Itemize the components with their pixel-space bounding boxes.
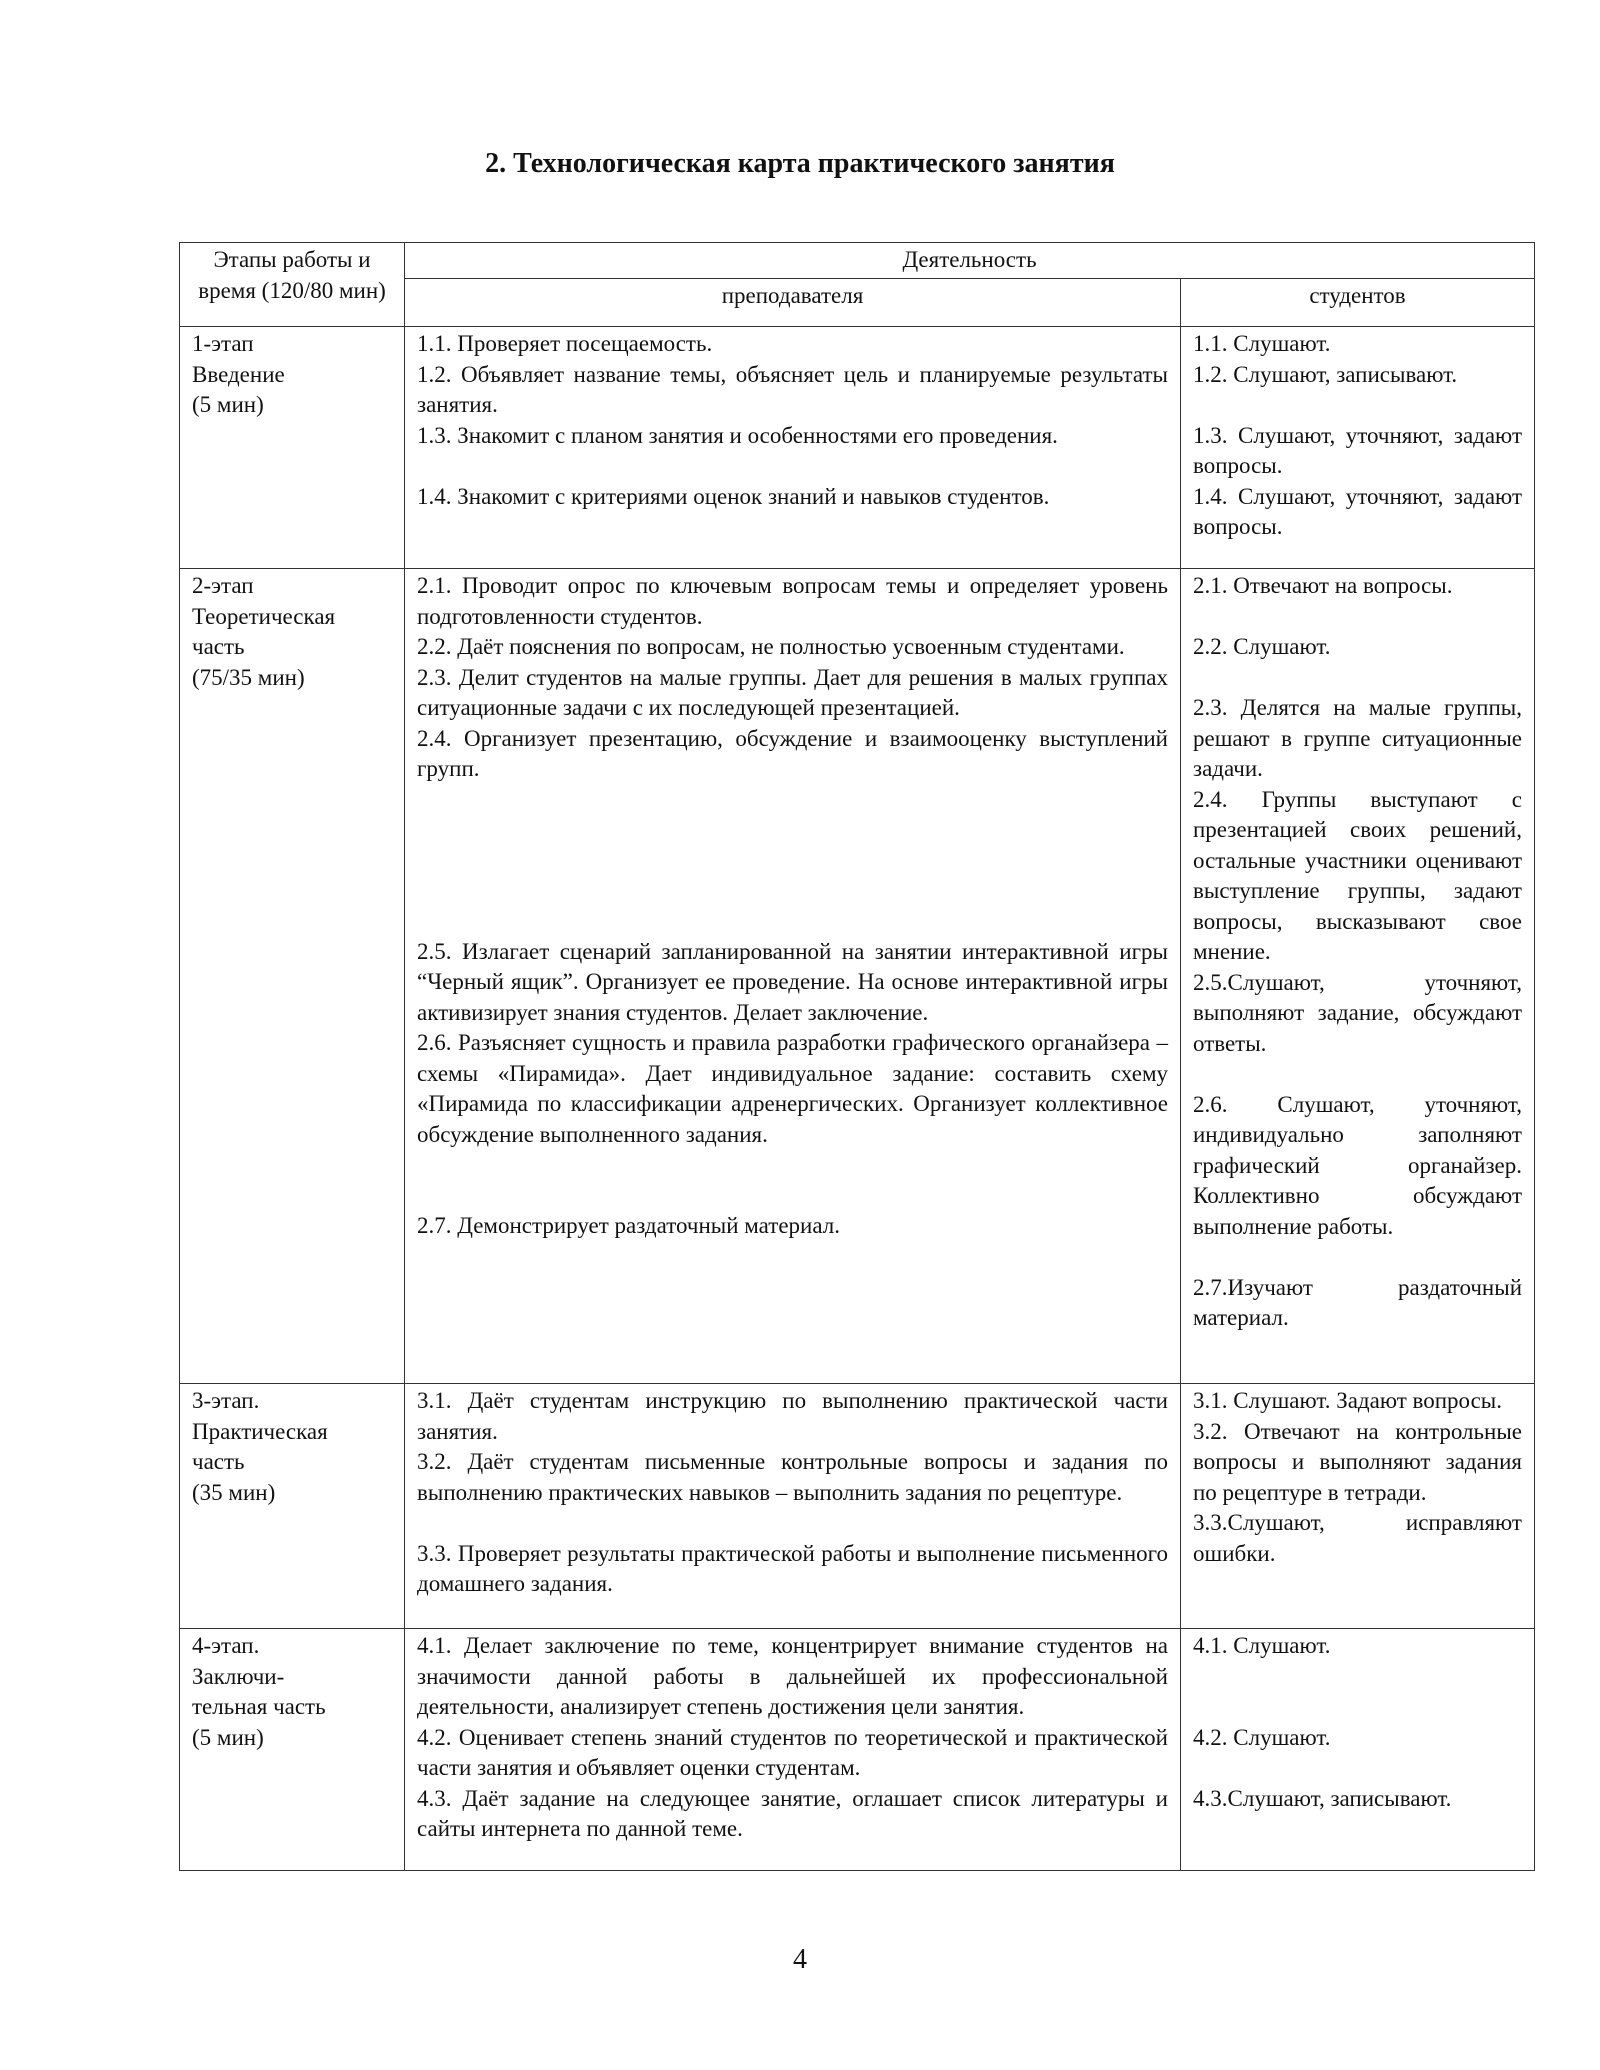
stage-name: часть [192,1449,245,1474]
students-cell [1181,327,1535,569]
page-number: 4 [793,1944,807,1975]
stage-name: Введение [192,361,285,387]
students-item: 2.7.Изучают раздаточный материал. [1193,1274,1522,1330]
students-item: 2.5.Слушают, уточняют, выполняют задание, обсуждают ответы. [1193,969,1522,1056]
teacher-item: 1.4. Знакомит с критериями оценок знаний и навыков студентов. [417,483,1050,509]
students-cell [1181,569,1535,1384]
students-item: 2.1. Отвечают на вопросы. [1193,573,1453,598]
stage-name: тельная часть [192,1694,326,1719]
stage-name: Заключи- [192,1663,285,1689]
teacher-cell [405,1384,1181,1629]
students-item: 3.1. Слушают. Задают вопросы. [1193,1388,1503,1413]
students-item: 4.2. Слушают. [1193,1724,1331,1750]
teacher-item: 2.5. Излагает сценарий запланированной на занятии интерактивной игры “Черный ящик”. Организует ее проведение. На основе интерактивной игры активизирует знания студентов. Делает заключение. [417,938,1168,1025]
stage-label: 3-этап. [192,1388,260,1413]
stage-name: часть [192,634,245,659]
teacher-item: 3.3. Проверяет результаты практической работы и выполнение письменного домашнего задания. [417,1540,1168,1596]
teacher-item: 1.2. Объявляет название темы, объясняет цель и планируемые результаты занятия. [417,361,1168,417]
table-row-stage-4 [180,1629,1535,1871]
header-activity: Деятельность [405,243,1535,279]
teacher-item: 2.3. Делит студентов на малые группы. Дает для решения в малых группах ситуационные задачи с их последующей презентацией. [417,664,1168,720]
students-item: 2.3. Делятся на малые группы, решают в группе ситуационные задачи. [1193,695,1522,781]
teacher-item: 2.6. Разъясняет сущность и правила разработки графического органайзера – схемы «Пирамида». Дает индивидуальное задание: составить схему «Пирамида по классификации адренергических. Организует коллективное обсуждение выполненного задания. [417,1030,1168,1147]
teacher-item: 4.1. Делает заключение по теме, концентрирует внимание студентов на значимости данной работы в дальнейшей их профессиональной деятельности, анализирует степень достижения цели занятия. [417,1633,1168,1719]
teacher-item: 2.4. Организует презентацию, обсуждение и взаимооценку выступлений групп. [417,725,1168,781]
students-item: 1.1. Слушают. [1193,331,1331,356]
stage-time: (5 мин) [192,392,264,417]
teacher-cell [405,327,1181,569]
teacher-cell [405,569,1181,1384]
teacher-item: 1.3. Знакомит с планом занятия и особенностями его проведения. [417,422,1058,448]
students-item: 4.1. Слушают. [1193,1633,1331,1658]
page-title: 2. Технологическая карта практического занятия [485,148,1115,179]
students-item: 1.2. Слушают, записывают. [1193,361,1458,387]
table-row-stage-1 [180,327,1535,569]
table-header-row [180,243,1535,279]
stage-time: (75/35 мин) [192,664,305,690]
stage-label: 4-этап. [192,1633,260,1658]
students-item: 3.3.Слушают, исправляют ошибки. [1193,1510,1522,1566]
technology-map-table [179,242,1535,1871]
students-item: 1.4. Слушают, уточняют, задают вопросы. [1193,483,1522,539]
teacher-item: 3.1. Даёт студентам инструкцию по выполнению практической части занятия. [417,1388,1168,1444]
stage-label: 1-этап [192,331,254,356]
students-item: 2.6. Слушают, уточняют, индивидуально заполняют графический органайзер. Коллективно обсуждают выполнение работы. [1193,1091,1522,1239]
stage-cell [180,327,405,569]
header-teacher: преподавателя [405,279,1181,327]
stage-cell [180,1384,405,1629]
header-students: студентов [1181,279,1535,327]
teacher-item: 2.7. Демонстрирует раздаточный материал. [417,1213,840,1238]
students-cell [1181,1384,1535,1629]
stage-time: (35 мин) [192,1479,276,1505]
table-row-stage-2 [180,569,1535,1384]
stage-cell [180,569,405,1384]
teacher-cell [405,1629,1181,1871]
teacher-item: 1.1. Проверяет посещаемость. [417,331,713,356]
students-item: 4.3.Слушают, записывают. [1193,1785,1452,1811]
teacher-item: 4.3. Даёт задание на следующее занятие, оглашает список литературы и сайты интернета по данной теме. [417,1785,1168,1841]
students-item: 2.4. Группы выступают с презентацией своих решений, остальные участники оценивают выступление группы, задают вопросы, высказывают свое мнение. [1193,786,1522,964]
students-item: 1.3. Слушают, уточняют, задают вопросы. [1193,422,1522,478]
students-item: 3.2. Отвечают на контрольные вопросы и выполняют задания по рецептуре в тетради. [1193,1418,1522,1505]
table-row-stage-3 [180,1384,1535,1629]
students-cell [1181,1629,1535,1871]
teacher-item: 2.2. Даёт пояснения по вопросам, не полностью усвоенным студентами. [417,634,1125,659]
teacher-item: 4.2. Оценивает степень знаний студентов по теоретической и практической части занятия и объявляет оценки студентам. [417,1724,1168,1780]
stage-label: 2-этап [192,573,254,598]
stage-time: (5 мин) [192,1724,264,1750]
stage-name: Теоретическая [192,603,336,629]
teacher-item: 2.1. Проводит опрос по ключевым вопросам темы и определяет уровень подготовленности студентов. [417,573,1168,629]
stage-name: Практическая [192,1418,328,1444]
stage-cell [180,1629,405,1871]
teacher-item: 3.2. Даёт студентам письменные контрольные вопросы и задания по выполнению практических навыков – выполнить задания по рецептуре. [417,1449,1168,1505]
students-item: 2.2. Слушают. [1193,634,1331,659]
header-stages: Этапы работы и время (120/80 мин) [180,243,405,327]
